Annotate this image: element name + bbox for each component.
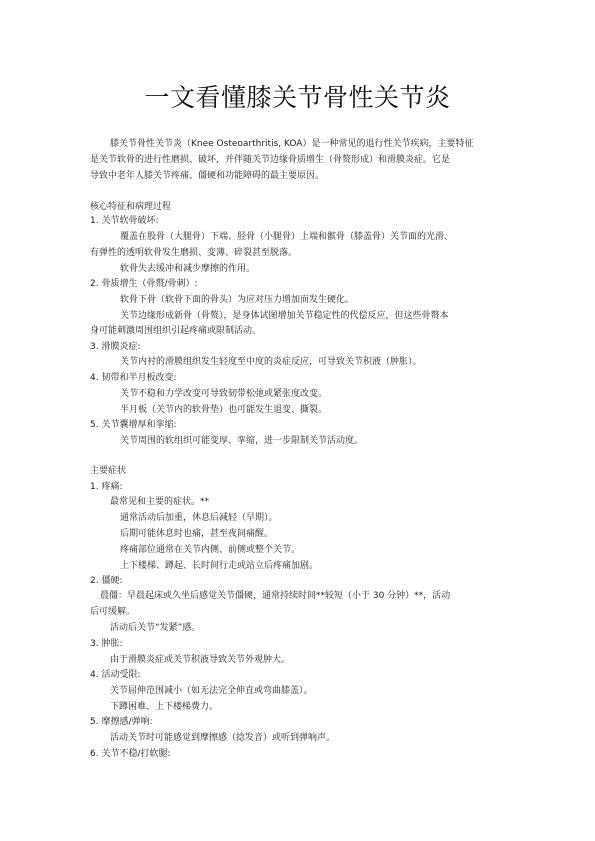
section-heading: 主要症状	[90, 466, 127, 476]
list-item: 上下楼梯、蹲起、长时间行走或站立后疼痛加剧。	[120, 561, 319, 571]
list-item: 2. 僵硬:	[90, 576, 123, 586]
list-item: 3. 肿胀:	[90, 639, 123, 649]
list-item: 最常见和主要的症状。**	[110, 497, 210, 507]
list-item: 关节周围的软组织可能变厚、挛缩，进一步限制关节活动度。	[120, 436, 364, 446]
list-item: 后期可能休息时也痛，甚至夜间痛醒。	[120, 529, 274, 539]
section-heading: 核心特征和病理过程	[90, 202, 172, 212]
list-item: 疼痛部位通常在关节内侧、前侧或整个关节。	[120, 545, 301, 555]
intro-line: 导致中老年人膝关节疼痛、僵硬和功能障碍的最主要原因。	[90, 171, 325, 181]
list-item: 软骨失去缓冲和减少摩擦的作用。	[120, 264, 256, 274]
list-item: 关节边缘形成新骨（骨赘），是身体试图增加关节稳定性的代偿反应，但这些骨赘本	[120, 311, 449, 321]
page-title: 一文看懂膝关节骨性关节炎	[144, 83, 451, 112]
list-item: 半月板（关节内的软骨垫）也可能发生退变、撕裂。	[120, 405, 328, 415]
list-item: 1. 疼痛:	[90, 482, 123, 492]
list-item: 5. 关节囊增厚和挛缩:	[90, 420, 177, 430]
list-item: 关节内衬的滑膜组织发生轻度至中度的炎症反应，可导致关节积液（肿胀）。	[120, 357, 422, 367]
list-item: 软骨下骨（软骨下面的骨头）为应对压力增加而发生硬化。	[120, 295, 355, 305]
list-item: 3. 滑膜炎症:	[90, 342, 141, 352]
list-item: 6. 关节不稳/打软腿:	[90, 749, 171, 759]
list-item: 后可缓解。	[90, 607, 136, 617]
list-item: 4. 活动受限:	[90, 670, 141, 680]
list-item: 2. 骨质增生（骨赘/骨刺）:	[90, 279, 198, 289]
list-item: 关节屈伸范围减小（如无法完全伸直或弯曲膝盖）。	[110, 686, 313, 696]
list-item: 通常活动后加重，休息后减轻（早期）。	[120, 513, 278, 523]
intro-line: 膝关节骨性关节炎（Knee Osteoarthritis, KOA）是一种常见的退行性关节疾病，主要特征	[110, 139, 474, 149]
list-item: 下蹲困难、上下楼梯费力。	[110, 702, 219, 712]
list-item: 关节不稳和力学改变可导致韧带松弛或紧张度改变。	[120, 389, 328, 399]
list-item: 活动关节时可能感觉到摩擦感（捻发音）或听到弹响声。	[110, 733, 336, 743]
list-item: 1. 关节软骨破坏:	[90, 216, 159, 226]
list-item: 覆盖在股骨（大腿骨）下端、胫骨（小腿骨）上端和髌骨（膝盖骨）关节面的光滑、	[120, 232, 454, 242]
list-item: 身可能刺激周围组织引起疼痛或限制活动。	[90, 326, 262, 336]
list-item: 有弹性的透明软骨发生磨损、变薄、碎裂甚至脱落。	[90, 248, 298, 258]
list-item: 活动后关节“发紧”感。	[110, 623, 201, 633]
list-item: 由于滑膜炎症或关节积液导致关节外观肿大。	[110, 655, 291, 665]
list-item: 晨僵：早晨起床或久坐后感觉关节僵硬，通常持续时间**较短（小于 30 分钟）**，活动	[100, 591, 451, 601]
intro-line: 是关节软骨的进行性磨损、破坏，并伴随关节边缘骨质增生（骨赘形成）和滑膜炎症。它是	[90, 155, 451, 165]
list-item: 5. 摩擦感/弹响:	[90, 717, 153, 727]
list-item: 4. 韧带和半月板改变:	[90, 373, 177, 383]
